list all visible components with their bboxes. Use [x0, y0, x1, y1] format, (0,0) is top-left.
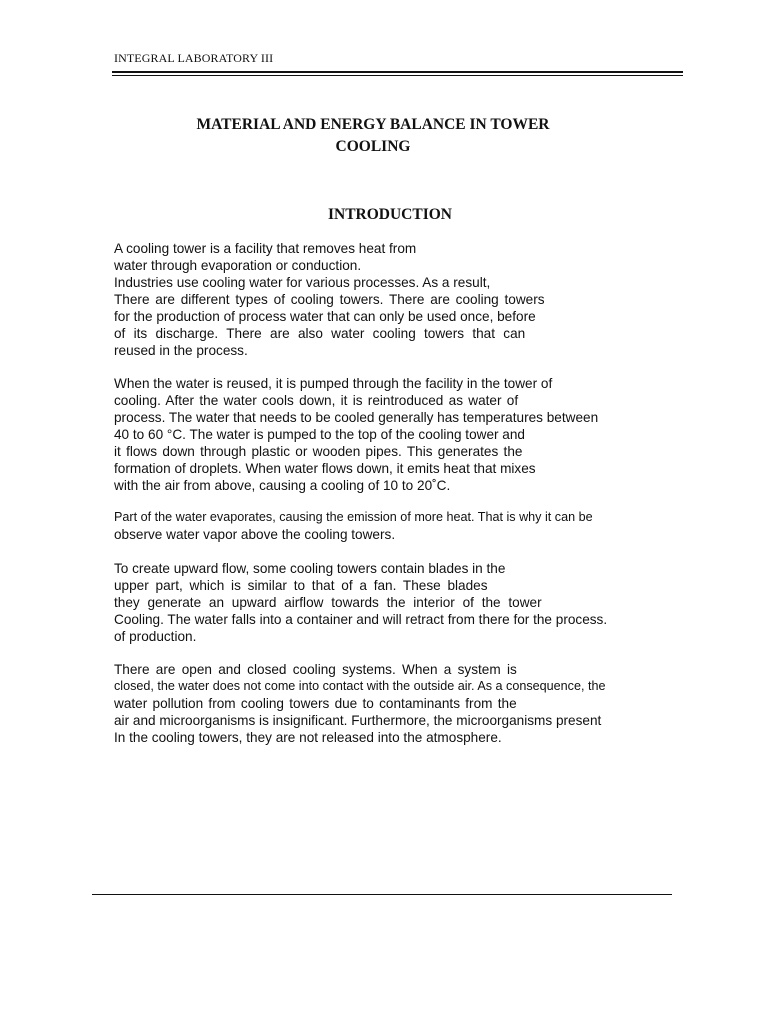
body-text-line: There are different types of cooling towers. There are cooling towers: [114, 292, 545, 307]
document-title-line-2: COOLING: [335, 138, 411, 155]
body-text-line: Cooling. The water falls into a container and will retract from there for the process.: [114, 612, 608, 627]
body-text-line: 40 to 60 °C. The water is pumped to the top of the cooling tower and: [114, 427, 525, 442]
body-text-line: observe water vapor above the cooling towers.: [114, 527, 396, 542]
body-text-line: process. The water that needs to be cooled generally has temperatures between: [114, 410, 599, 425]
body-text-line: Part of the water evaporates, causing the emission of more heat. That is why it can be: [114, 510, 593, 524]
body-text-line: reused in the process.: [114, 343, 248, 358]
body-text-line: cooling. After the water cools down, it is reintroduced as water of: [114, 393, 519, 408]
body-text-line: formation of droplets. When water flows down, it emits heat that mixes: [114, 461, 536, 476]
document-title-line-1: MATERIAL AND ENERGY BALANCE IN TOWER: [196, 116, 550, 133]
header-rule-thick: [112, 71, 683, 73]
body-text-line: There are open and closed cooling systems. When a system is: [114, 662, 517, 677]
body-text-line: To create upward flow, some cooling towers contain blades in the: [114, 561, 506, 576]
body-text-line: closed, the water does not come into contact with the outside air. As a consequence, the: [114, 679, 606, 693]
body-text-line: of production.: [114, 629, 197, 644]
body-text-line: water pollution from cooling towers due to contaminants from the: [114, 696, 517, 711]
body-text-line: air and microorganisms is insignificant. Furthermore, the microorganisms present: [114, 713, 602, 728]
body-text-line: for the production of process water that can only be used once, before: [114, 309, 536, 324]
footer-rule: [92, 894, 672, 895]
body-text-line: A cooling tower is a facility that removes heat from: [114, 241, 417, 256]
body-text-line: it flows down through plastic or wooden pipes. This generates the: [114, 444, 523, 459]
body-text-line: with the air from above, causing a cooling of 10 to 20˚C.: [114, 478, 451, 493]
body-text-line: they generate an upward airflow towards the interior of the tower: [114, 595, 542, 610]
body-text-line: Industries use cooling water for various processes. As a result,: [114, 275, 491, 290]
body-text-line: of its discharge. There are also water cooling towers that can: [114, 326, 526, 341]
body-text-line: When the water is reused, it is pumped through the facility in the tower of: [114, 376, 553, 391]
body-text-line: upper part, which is similar to that of a fan. These blades: [114, 578, 488, 593]
header-rule-thin: [112, 75, 683, 76]
body-text-line: In the cooling towers, they are not released into the atmosphere.: [114, 730, 502, 745]
running-header: INTEGRAL LABORATORY III: [114, 51, 274, 65]
section-heading-introduction: INTRODUCTION: [327, 206, 452, 223]
body-text-line: water through evaporation or conduction.: [114, 258, 362, 273]
